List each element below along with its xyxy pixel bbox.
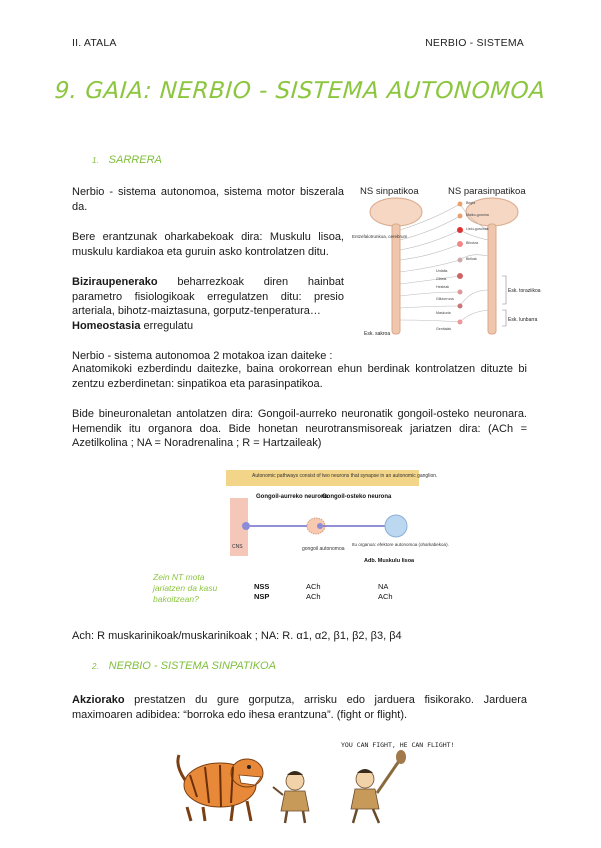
table-cell: ACh: [306, 592, 321, 601]
label-effector-example: Adb. Muskulu lisoa: [364, 558, 415, 564]
lumbar-bracket: [502, 310, 506, 326]
receptors-line: Ach: R muskarinikoak/muskarinikoak ; NA: R. α1, α2, β1, β2, β3, β4: [72, 630, 402, 642]
ans-diagram: [352, 180, 541, 348]
caveman-fighting-icon: [273, 771, 309, 823]
organ-label: Genitalak: [436, 327, 452, 331]
pathway-diagram: [226, 470, 449, 570]
paragraph: Nerbio - sistema autonomoa, sistema motor biszerala da.: [72, 186, 344, 213]
table-cell: ACh: [378, 592, 393, 601]
caveman-fleeing-icon: [351, 750, 406, 823]
section-heading: [92, 660, 276, 672]
label-cns: CNS: [232, 544, 243, 550]
post-neuron-body-icon: [317, 523, 323, 529]
organ-label: Birikak: [466, 257, 477, 261]
organ-label: Urdaila: [436, 269, 448, 273]
label-sympathetic: NS sinpatikoa: [360, 186, 419, 197]
section-heading: [92, 154, 162, 166]
nt-table: [254, 582, 393, 602]
section-title: SARRERA: [108, 154, 162, 166]
tiger-icon: [178, 755, 263, 821]
speech-text: YOU CAN FIGHT, HE CAN FLIGHT!: [341, 741, 455, 749]
paragraph-text: prestatzen du gure gorputza, arrisku edo jarduera fisikorako. Jarduera maximoaren adibidea: “borroka edo ihesa erantzuna”. (fight or flight).: [72, 694, 527, 721]
table-cell: NSP: [254, 592, 270, 601]
label-ganglion: gongoil autonomoa: [302, 546, 345, 552]
label-effector: Itu organoa: efektore autonomoa (oharkabekoa).: [352, 542, 449, 547]
section-number: 2.: [92, 662, 99, 671]
organ-label: Hesteak: [436, 285, 450, 289]
table-cell: NA: [378, 582, 389, 591]
thoracic-bracket: [502, 276, 506, 304]
autonomic-pathway-figure: [226, 470, 449, 570]
ans-diagram-figure: [352, 180, 541, 348]
paragraph: Nerbio - sistema autonomoa 2 motakoa izan daiteke :: [72, 350, 333, 362]
section-title: NERBIO - SISTEMA SINPATIKOA: [108, 660, 276, 672]
page-title: 9. GAIA: NERBIO - SISTEMA AUTONOMOA: [53, 78, 547, 104]
question-note: Zein NT mota jariatzen da kasu bakoitzean?: [153, 572, 218, 604]
section-number: 1.: [92, 156, 99, 165]
table-cell: ACh: [306, 582, 321, 591]
organ-label: Bihotza: [466, 241, 478, 245]
label-thoracic: Esk. toraziikoa: [508, 288, 541, 294]
organ-markers: [457, 202, 463, 325]
label-brainstem: Entzefalotrunkoa, cerebrum: [352, 234, 408, 239]
paragraph: [72, 275, 344, 333]
label-sacral: Esk. sakroa: [364, 331, 391, 337]
organ-label: Gibela: [436, 277, 447, 281]
paragraph: Bide bineuronaletan antolatzen dira: Gongoil-aurreko neuronatik gongoil-osteko neuronara. Hemendik itu organora doa. Bide honetan neurotransmisoreak jariatzen dira: (ACh = Azetilkolina ; NA = Noradrenalina ; R = Hartzaileak): [72, 408, 527, 449]
banner-text: Autonomic pathways consist of two neurons that synapse in an autonomic ganglion.: [252, 473, 438, 479]
pre-neuron-body-icon: [242, 522, 250, 530]
paragraph-text: erregulatu: [140, 319, 194, 332]
effector-organ-icon: [385, 515, 407, 537]
table-row: [254, 592, 393, 602]
header-right: NERBIO - SISTEMA: [425, 37, 524, 49]
organ-label: Giltzurruna: [436, 297, 454, 301]
organ-label: Malko-guruina: [466, 213, 489, 217]
spinal-cord-left: [392, 224, 400, 334]
label-lumbar: Esk. lunbarra: [508, 317, 538, 323]
paragraph: [72, 693, 527, 722]
label-parasympathetic: NS parasinpatikoa: [448, 186, 526, 197]
header-left: II. ATALA: [72, 37, 117, 49]
bold-term: Akziorako: [72, 694, 125, 706]
bold-term: Biziraupenerako: [72, 276, 158, 288]
label-preganglionic: Gongoil-aurreko neurona: [256, 494, 329, 500]
organ-label: Maskuria: [436, 311, 451, 315]
paragraph: Anatomikoki ezberdindu daitezke, baina orokorrean ehun berdinak kontrolatzen dituzte bi zentzu ezberdinetan: sinpatikoa eta parasinpatikoa.: [72, 363, 527, 390]
organ-label: Listu-guruinak: [466, 227, 489, 231]
paragraph-text: beharrezkoak diren hainbat parametro fisiologikoak erregulatzen ditu: presio arteriala, bihotz-maiztasuna, gorputz-tenperatura…: [72, 276, 344, 317]
table-row: [254, 582, 393, 592]
fight-flight-cartoon: [175, 735, 455, 825]
table-cell: NSS: [254, 582, 270, 591]
label-postganglionic: Gongoil-osteko neurona: [322, 494, 392, 500]
spinal-cord-right: [488, 224, 496, 334]
brain-left-icon: [370, 198, 422, 226]
bold-term: Homeostasia: [72, 319, 141, 332]
paragraph: Bere erantzunak oharkabekoak dira: Muskulu lisoa, muskulu kardiakoa eta guruin asko kontrolatzen ditu.: [72, 231, 344, 258]
organ-label: Begia: [466, 201, 476, 205]
cartoon-illustration: [175, 735, 455, 825]
